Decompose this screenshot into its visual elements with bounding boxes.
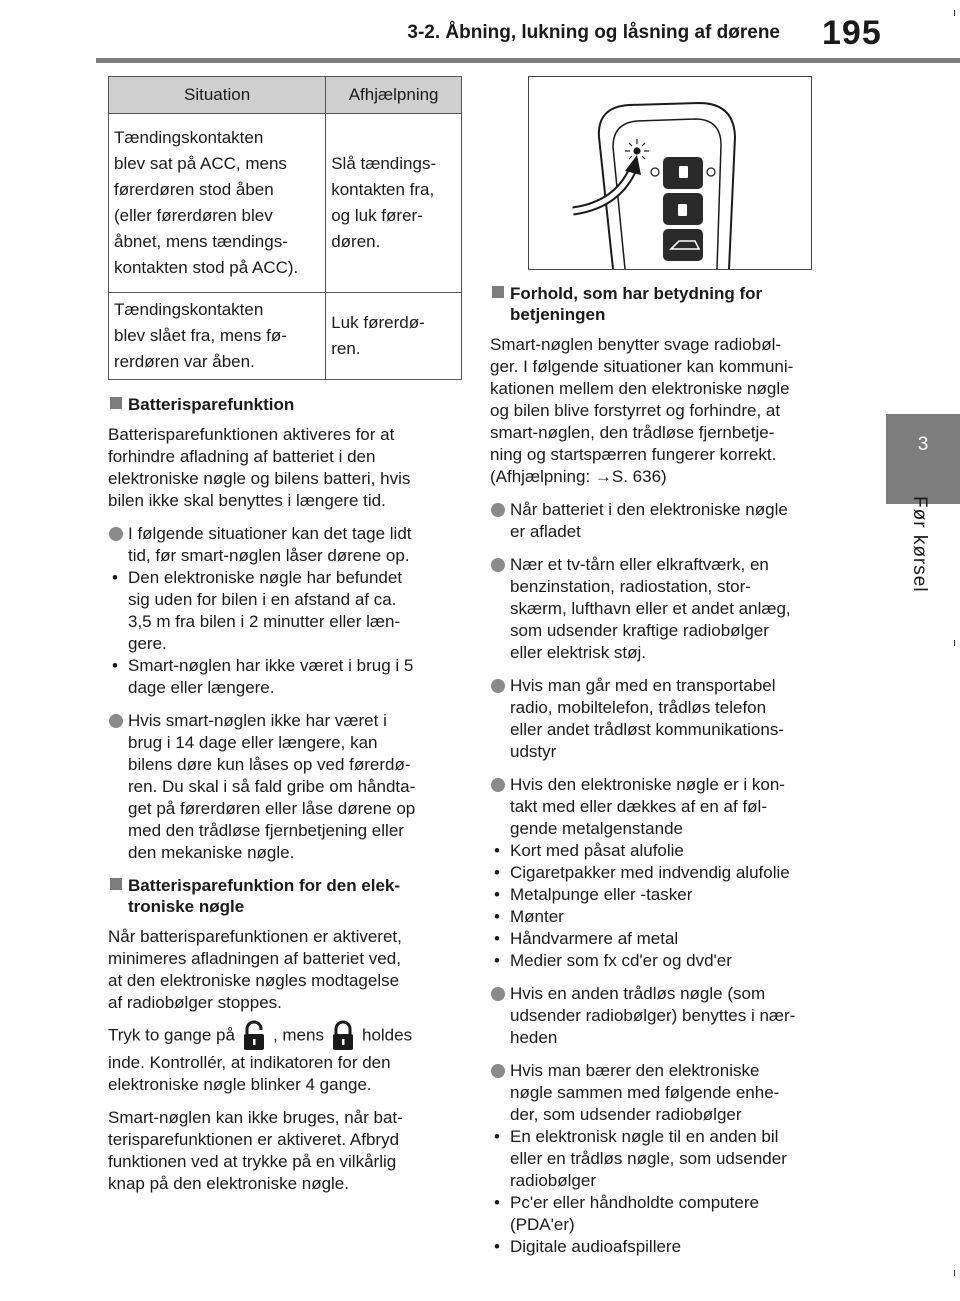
sub-line: En elektronisk nøgle til en anden bil <box>510 1127 779 1146</box>
sub-line: Cigaretpakker med indvendig alufolie <box>510 863 790 882</box>
body-line: inde. Kontrollér, at indikatoren for den <box>108 1053 391 1072</box>
sub-line: dage eller længere. <box>128 678 275 697</box>
sub-line: 3,5 m fra bilen i 2 minutter eller læn- <box>128 612 401 631</box>
bullet-line: eller andet trådløst kommunikations- <box>510 720 785 739</box>
sub-line: Pc'er eller håndholdte computere <box>510 1193 759 1212</box>
smart-key-icon <box>529 77 811 269</box>
sub-list-item <box>490 1126 842 1192</box>
bullet-line: eller elektrisk støj. <box>510 643 647 662</box>
table-header: Situation <box>109 77 326 114</box>
bullet-item <box>108 710 464 864</box>
bullet-line: brug i 14 dage eller længere, kan <box>128 733 378 752</box>
bullet-dot-icon <box>491 679 505 693</box>
bullet-line: heden <box>510 1028 558 1047</box>
sub-line: Mønter <box>510 907 564 926</box>
body-line: af radiobølger stoppes. <box>108 993 282 1012</box>
body-line: minimeres afladningen af batteriet ved, <box>108 949 401 968</box>
interference-heading <box>490 283 842 325</box>
bullet-dot-icon <box>491 558 505 572</box>
table-header: Afhjælpning <box>326 77 462 114</box>
section-title: 3-2. Åbning, lukning og låsning af dørene <box>407 22 780 43</box>
battery-saver-body <box>108 424 464 512</box>
body-line: terisparefunktionen er aktiveret. Afbryd <box>108 1130 400 1149</box>
table-cell-remedy <box>326 293 462 380</box>
bullet-item <box>490 499 842 543</box>
body-line: at den elektroniske nøgles modtagelse <box>108 971 400 990</box>
cell-line: rerdøren var åben. <box>114 352 255 371</box>
bullet-line: Når batteriet i den elektroniske nøgle <box>510 500 788 519</box>
bullet-line: get på førerdøren eller låse dørene op <box>128 799 416 818</box>
bullet-line: udsender radiobølger) benyttes i nær- <box>510 1006 796 1025</box>
bullet-line: Hvis man bærer den elektroniske <box>510 1061 760 1080</box>
bullet-item <box>490 675 842 763</box>
bullet-line: tid, før smart-nøglen låser dørene op. <box>128 546 410 565</box>
trim-mark <box>954 1270 955 1276</box>
bullet-line: udstyr <box>510 742 557 761</box>
body-line: knap på den elektroniske nøgle. <box>108 1174 349 1193</box>
cell-line: blev sat på ACC, mens <box>114 154 287 173</box>
body-line: kationen mellem den elektroniske nøgle <box>490 379 790 398</box>
body-line: bilen ikke skal benyttes i længere tid. <box>108 491 386 510</box>
sub-list-item <box>490 884 842 906</box>
keyfob-illustration <box>528 76 812 270</box>
chapter-number: 3 <box>917 434 929 455</box>
bullet-line: der, som udsender radiobølger <box>510 1105 742 1124</box>
sub-line: Kort med påsat alufolie <box>510 841 684 860</box>
battery-saver-heading <box>108 394 464 415</box>
body-text: , mens <box>272 1025 324 1045</box>
bullet-line: I følgende situationer kan det tage lidt <box>128 524 412 543</box>
cell-line: (eller førerdøren blev <box>114 206 273 225</box>
sub-line: Digitale audioafspillere <box>510 1237 682 1256</box>
bullet-dot-icon <box>491 987 505 1001</box>
trim-mark <box>954 640 955 646</box>
bullet-dot-icon <box>491 778 505 792</box>
bullet-dot-icon <box>109 527 123 541</box>
sub-line: (PDA'er) <box>510 1215 575 1234</box>
interference-intro <box>490 334 842 488</box>
cell-line: ren. <box>331 339 361 358</box>
sub-list-item <box>490 928 842 950</box>
padlock-open-icon <box>241 1020 267 1052</box>
sub-line: eller en trådløs nøgle, som udsender <box>510 1149 787 1168</box>
sub-list-item <box>490 862 842 884</box>
right-column <box>490 76 842 1258</box>
bullet-dot-icon <box>109 714 123 728</box>
bullet-line: som udsender kraftige radiobølger <box>510 621 769 640</box>
bullet-line: ren. Du skal i så fald gribe om håndta- <box>128 777 416 796</box>
bullet-line: Hvis smart-nøglen ikke har været i <box>128 711 387 730</box>
heading-text: troniske nøgle <box>128 897 245 916</box>
body-line: Smart-nøglen kan ikke bruges, når bat- <box>108 1108 403 1127</box>
sub-list-item <box>490 950 842 972</box>
sub-list-item <box>490 840 842 862</box>
sub-list-item <box>490 1236 842 1258</box>
situation-table <box>108 76 462 380</box>
table-cell-situation <box>109 114 326 293</box>
bullet-line: med den trådløse fjernbetjening eller <box>128 821 404 840</box>
padlock-closed-icon <box>330 1020 356 1052</box>
chapter-label: Før kørsel <box>909 496 930 593</box>
heading-text: betjeningen <box>510 305 606 324</box>
bullet-line: nøgle sammen med følgende enhe- <box>510 1083 780 1102</box>
body-line: smart-nøglen, den trådløse fjernbetje- <box>490 423 775 442</box>
sub-list <box>490 1126 842 1258</box>
page-number: 195 <box>822 14 882 52</box>
bullet-line: radio, mobiltelefon, trådløs telefon <box>510 698 767 717</box>
heading-text: Batterisparefunktion for den elek- <box>128 876 401 895</box>
heading-text: Forhold, som har betydning for <box>510 284 763 303</box>
cell-line: blev slået fra, mens fø- <box>114 326 287 345</box>
heading-marker-icon <box>492 286 504 298</box>
body-line: Når batterisparefunktionen er aktiveret, <box>108 927 402 946</box>
bullet-item <box>108 523 464 567</box>
cell-line: Tændingskontakten <box>114 128 264 147</box>
sub-list <box>108 567 464 699</box>
cell-line: Slå tændings- <box>331 154 437 173</box>
body-line: Smart-nøglen benytter svage radiobøl- <box>490 335 782 354</box>
heading-text: Batterisparefunktion <box>128 395 295 414</box>
bullet-item <box>490 554 842 664</box>
bullet-line: bilens døre kun låses op ved førerdø- <box>128 755 411 774</box>
body-line: Batterisparefunktionen aktiveres for at <box>108 425 395 444</box>
bullet-line: benzinstation, radiostation, stor- <box>510 577 751 596</box>
sub-list <box>490 840 842 972</box>
bullet-item <box>490 774 842 840</box>
body-line: forhindre afladning af batteriet i den <box>108 447 376 466</box>
bullet-line: er afladet <box>510 522 581 541</box>
sub-line: sig uden for bilen i en afstand af ca. <box>128 590 397 609</box>
body-text: Tryk to gange på <box>108 1025 235 1045</box>
bullet-line: Hvis en anden trådløs nøgle (som <box>510 984 766 1003</box>
sub-line: Håndvarmere af metal <box>510 929 679 948</box>
sub-list-item <box>490 906 842 928</box>
sub-line: radiobølger <box>510 1171 596 1190</box>
heading-marker-icon <box>110 878 122 890</box>
bullet-line: gende metalgenstande <box>510 819 683 838</box>
left-column <box>108 76 464 1195</box>
bullet-item <box>490 1060 842 1126</box>
bullet-line: den mekaniske nøgle. <box>128 843 295 862</box>
cell-line: førerdøren stod åben <box>114 180 274 199</box>
bullet-line: Nær et tv-tårn eller elkraftværk, en <box>510 555 769 574</box>
heading-marker-icon <box>110 397 122 409</box>
sub-list-item <box>108 655 464 699</box>
header-rule <box>96 58 960 63</box>
sub-line: gere. <box>128 634 167 653</box>
cell-line: Tændingskontakten <box>114 300 264 319</box>
cell-line: døren. <box>331 232 381 251</box>
bullet-item <box>490 983 842 1049</box>
body-line: funktionen ved at trykke på en vilkårlig <box>108 1152 397 1171</box>
table-header-row <box>109 77 462 114</box>
bullet-dot-icon <box>491 1064 505 1078</box>
table-cell-situation <box>109 293 326 380</box>
cell-line: kontakten stod på ACC). <box>114 258 299 277</box>
body-line: elektroniske nøgle og bilens batteri, hvis <box>108 469 411 488</box>
chapter-tab <box>886 414 960 504</box>
sub-line: Metalpunge eller -tasker <box>510 885 693 904</box>
cannot-use-body <box>108 1107 464 1195</box>
table-row <box>109 293 462 380</box>
cell-line: og luk fører- <box>331 206 423 225</box>
body-line: ning og startspærren fungerer korrekt. <box>490 445 777 464</box>
cell-line: kontakten fra, <box>331 180 435 199</box>
key-battery-saver-body <box>108 926 464 1014</box>
table-row <box>109 114 462 293</box>
bullet-line: takt med eller dækkes af en af føl- <box>510 797 767 816</box>
press-instruction <box>108 1020 464 1096</box>
sub-line: Smart-nøglen har ikke været i brug i 5 <box>128 656 414 675</box>
bullet-dot-icon <box>491 503 505 517</box>
body-line: elektroniske nøgle blinker 4 gange. <box>108 1075 372 1094</box>
body-text: holdes <box>361 1025 413 1045</box>
body-line: ger. I følgende situationer kan kommuni- <box>490 357 794 376</box>
body-line: (Afhjælpning: →S. 636) <box>490 467 667 486</box>
bullet-line: Hvis den elektroniske nøgle er i kon- <box>510 775 785 794</box>
bullet-line: Hvis man går med en transportabel <box>510 676 776 695</box>
cell-line: åbnet, mens tændings- <box>114 232 288 251</box>
trim-mark <box>954 10 955 16</box>
table-cell-remedy <box>326 114 462 293</box>
key-battery-saver-heading <box>108 875 464 917</box>
bullet-line: skærm, lufthavn eller et andet anlæg, <box>510 599 791 618</box>
sub-line: Medier som fx cd'er og dvd'er <box>510 951 732 970</box>
cell-line: Luk førerdø- <box>331 313 425 332</box>
sub-list-item <box>108 567 464 655</box>
body-line: og bilen blive forstyrret og forhindre, at <box>490 401 781 420</box>
sub-list-item <box>490 1192 842 1236</box>
sub-line: Den elektroniske nøgle har befundet <box>128 568 403 587</box>
